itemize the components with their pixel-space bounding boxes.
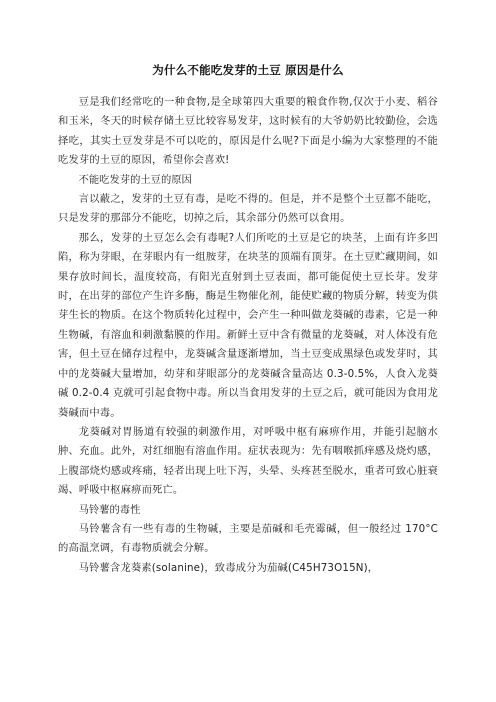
paragraph-why-toxic: 那么，发芽的土豆怎么会有毒呢?人们所吃的土豆是它的块茎，上面有许多凹陷，称为芽眼，在芽眼内有一组胺芽，在块茎的顶端有顶芽。在土豆贮藏期间，如果存放时间长，温度较高，有阳光直射到土豆表面，都可能促使土豆长芽。发芽时，在出芽的部位产生许多酶，酶是生物催化剂，能使贮藏的物质分解，转变为供芽生长的物质。在这个物质转化过程中，会产生一种叫做龙葵碱的毒素，它是一种生物碱，有溶血和刺激黏膜的作用。新鲜土豆中含有微量的龙葵碱，对人体没有危害，但土豆在储存过程中，龙葵碱含量逐渐增加，当土豆变成黑绿色或发芽时，其中的龙葵碱大量增加，幼芽和芽眼部分的龙葵碱含量高达 0.3-0.5%，人食入龙葵碱 0.2-0.4 克就可引起食物中毒。所以当食用发芽的土豆之后，就可能因为食用龙葵碱而中毒。 xyxy=(58,231,438,419)
section-heading-reasons: 不能吃发芽的土豆的原因 xyxy=(78,173,192,186)
section-heading-toxicity: 马铃薯的毒性 xyxy=(78,503,141,516)
paragraph-alkaloids: 马铃薯含有一些有毒的生物碱，主要是茄碱和毛壳霉碱，但一般经过 170°C的高温烹调，有毒物质就会分解。 xyxy=(58,522,438,555)
page-title: 为什么不能吃发芽的土豆 原因是什么 xyxy=(152,63,344,77)
intro-paragraph: 豆是我们经常吃的一种食物,是全球第四大重要的粮食作物,仅次于小麦、稻谷和玉米，冬天的时候存储土豆比较容易发芽，这时候有的大爷奶奶比较勤俭，会选择吃，其实土豆发芽是不可以吃的，原因是什么呢?下面是小编为大家整理的不能吃发芽的土豆的原因，希望你会喜欢! xyxy=(58,96,438,167)
paragraph-summary: 言以蔽之，发芽的土豆有毒，是吃不得的。但是，并不是整个土豆都不能吃，只是发芽的那部分不能吃，切掉之后，其余部分仍然可以食用。 xyxy=(58,193,438,225)
paragraph-symptoms: 龙葵碱对胃肠道有较强的刺激作用，对呼吸中枢有麻痹作用，并能引起脑水肿、充血。此外，对红细胞有溶血作用。症状表现为：先有咽喉抓痒感及烧灼感，上腹部烧灼感或疼痛，轻者出现上吐下泻，头晕、头疼甚至脱水，重者可致心脏衰竭、呼吸中枢麻痹而死亡。 xyxy=(58,425,438,497)
paragraph-solanine: 马铃薯含龙葵素(solanine)，致毒成分为茄碱(C45H73O15N)， xyxy=(78,561,379,574)
